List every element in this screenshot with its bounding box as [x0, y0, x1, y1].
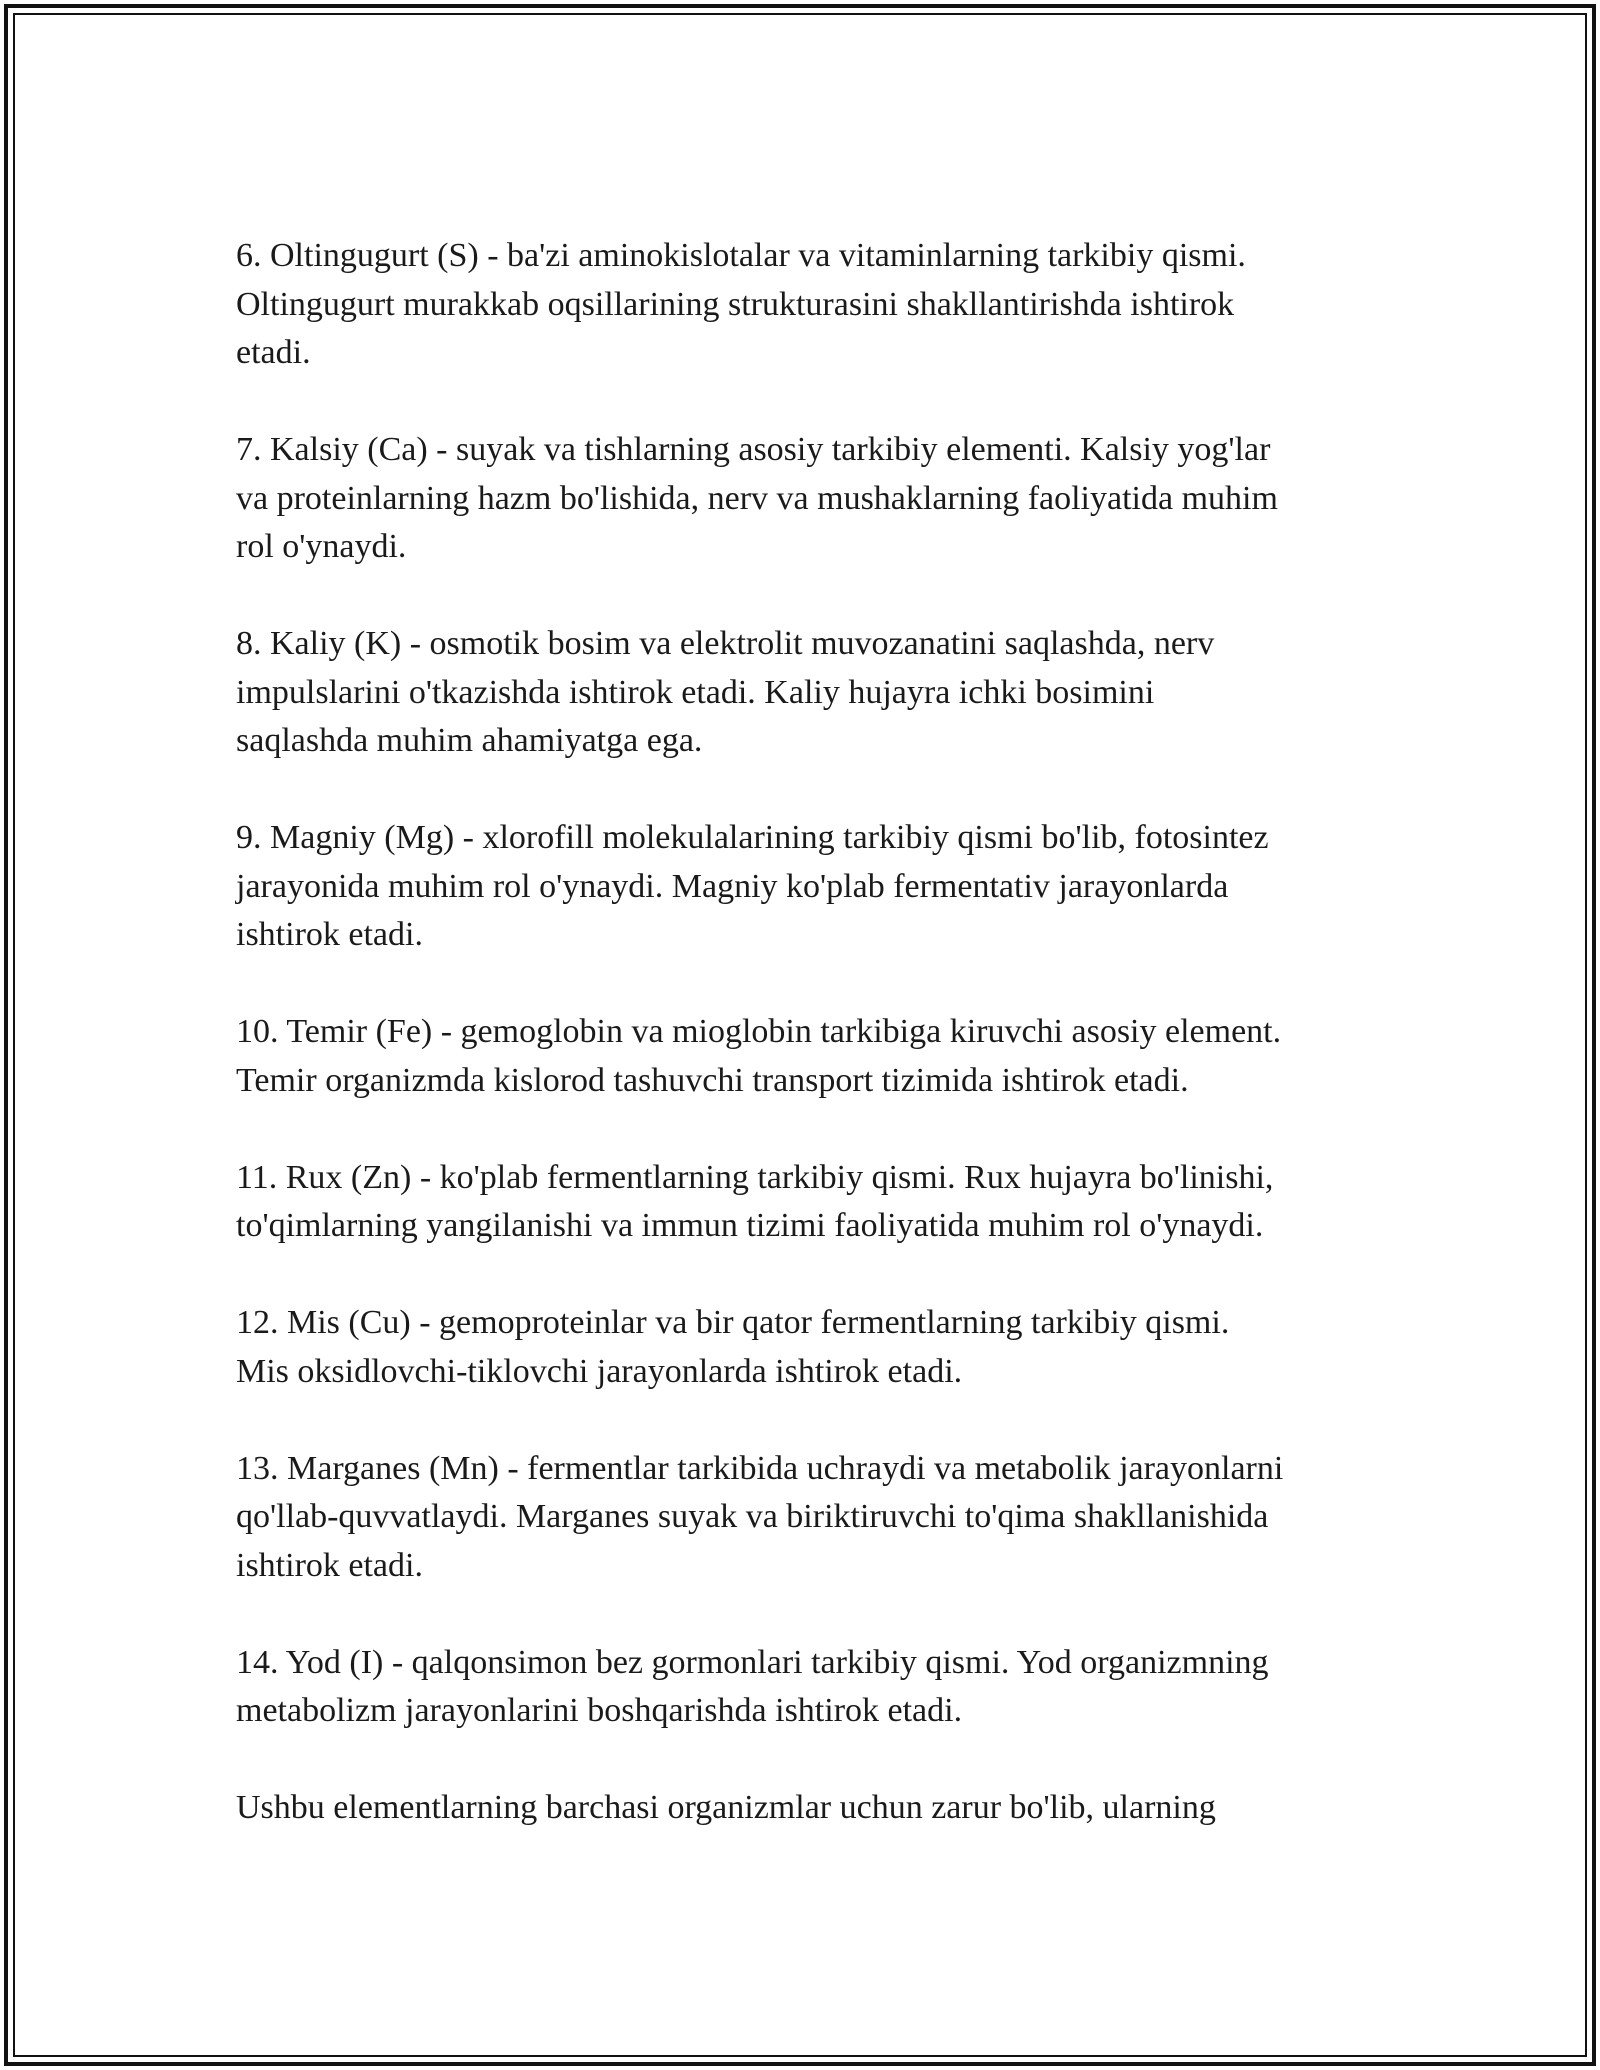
text-line: jarayonida muhim rol o'ynaydi. Magniy ko'plab fermentativ jarayonlarda: [236, 867, 1229, 905]
text-line: 13. Marganes (Mn) - fermentlar tarkibida uchraydi va metabolik jarayonlarni: [236, 1449, 1284, 1487]
document-body: [236, 232, 1406, 1833]
text-line: 7. Kalsiy (Ca) - suyak va tishlarning asosiy tarkibiy elementi. Kalsiy yog'lar: [236, 431, 1271, 468]
text-line: ishtirok etadi.: [236, 1546, 423, 1584]
text-line: 14. Yod (I) - qalqonsimon bez gormonlari tarkibiy qismi. Yod organizmning: [236, 1643, 1269, 1681]
text-line: 12. Mis (Cu) - gemoproteinlar va bir qator fermentlarning tarkibiy qismi.: [236, 1304, 1230, 1341]
text-line: Mis oksidlovchi-tiklovchi jarayonlarda ishtirok etadi.: [236, 1352, 963, 1390]
text-line: va proteinlarning hazm bo'lishida, nerv va mushaklarning faoliyatida muhim: [236, 479, 1278, 517]
text-line: 9. Magniy (Mg) - xlorofill molekulalarining tarkibiy qismi bo'lib, fotosintez: [236, 819, 1269, 856]
text-line: etadi.: [236, 334, 311, 371]
text-line: 10. Temir (Fe) - gemoglobin va mioglobin tarkibiga kiruvchi asosiy element.: [236, 1013, 1282, 1050]
text-line: qo'llab-quvvatlaydi. Marganes suyak va biriktiruvchi to'qima shakllanishida: [236, 1498, 1269, 1535]
paragraph: [236, 1154, 1406, 1251]
paragraph: [236, 1445, 1406, 1591]
text-line: ishtirok etadi.: [236, 916, 423, 953]
paragraph: [236, 1299, 1406, 1396]
paragraph: [236, 1639, 1406, 1736]
paragraph: [236, 232, 1406, 378]
text-line: metabolizm jarayonlarini boshqarishda ishtirok etadi.: [236, 1692, 963, 1729]
paragraph: [236, 620, 1406, 766]
text-line: Oltingugurt murakkab oqsillarining strukturasini shakllantirishda ishtirok: [236, 285, 1235, 323]
text-line: 11. Rux (Zn) - ko'plab fermentlarning tarkibiy qismi. Rux hujayra bo'linishi,: [236, 1158, 1274, 1196]
text-line: Ushbu elementlarning barchasi organizmlar uchun zarur bo'lib, ularning: [236, 1789, 1216, 1826]
text-line: Temir organizmda kislorod tashuvchi transport tizimida ishtirok etadi.: [236, 1061, 1189, 1099]
text-line: rol o'ynaydi.: [236, 528, 407, 565]
paragraph: [236, 1784, 1406, 1833]
text-line: impulslarini o'tkazishda ishtirok etadi. Kaliy hujayra ichki bosimini: [236, 673, 1155, 711]
paragraph: [236, 1008, 1406, 1105]
text-line: 8. Kaliy (K) - osmotik bosim va elektrolit muvozanatini saqlashda, nerv: [236, 625, 1215, 662]
paragraph: [236, 814, 1406, 960]
text-line: 6. Oltingugurt (S) - ba'zi aminokislotalar va vitaminlarning tarkibiy qismi.: [236, 237, 1246, 274]
paragraph: [236, 426, 1406, 572]
text-line: to'qimlarning yangilanishi va immun tizimi faoliyatida muhim rol o'ynaydi.: [236, 1207, 1264, 1244]
text-line: saqlashda muhim ahamiyatga ega.: [236, 722, 703, 759]
